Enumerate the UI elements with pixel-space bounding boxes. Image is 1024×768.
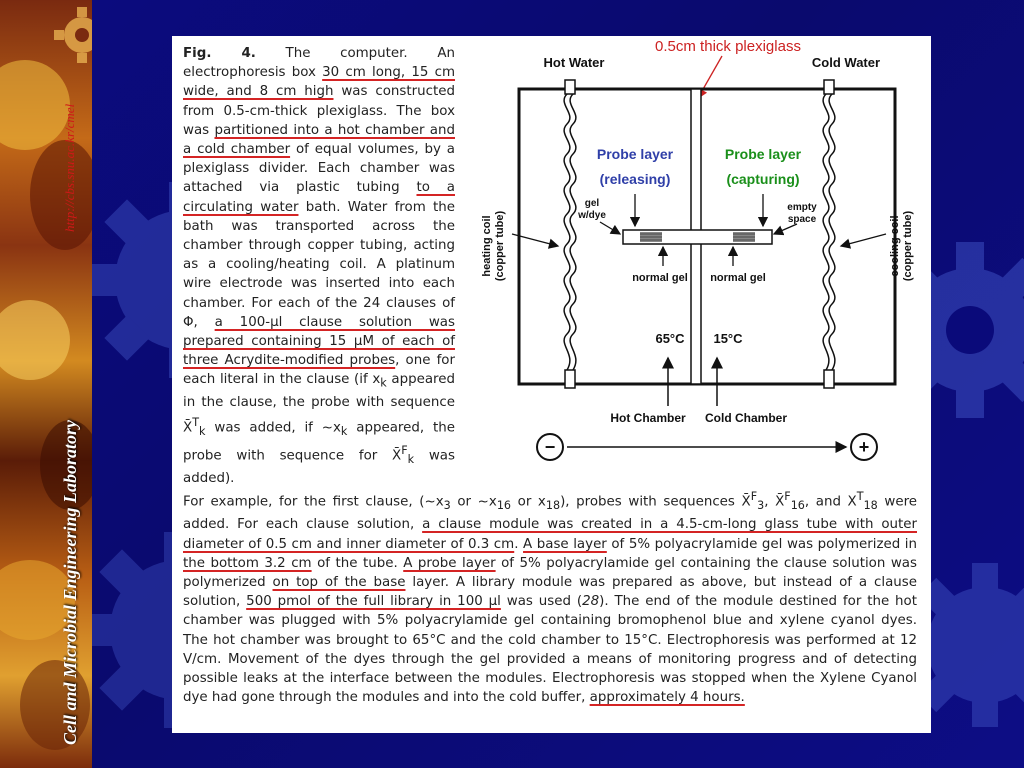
subscript: 3	[757, 499, 765, 513]
subscript: 3	[443, 499, 451, 513]
lab-url[interactable]: http://cbs.snu.ac.kr/cmel	[62, 103, 77, 232]
caption-full-width	[183, 487, 917, 707]
probe-layer-releasing-sublabel: (releasing)	[599, 171, 671, 187]
highlight-library: 500 pmol of the full library in 100 µl	[246, 594, 501, 610]
highlight-probe-layer: A probe layer	[403, 555, 496, 571]
caption-text: For example, for the first clause, (~x	[183, 494, 444, 510]
reference: 28	[582, 594, 600, 610]
cold-water-label: Cold Water	[811, 55, 881, 70]
caption-text: , one for each literal in the clause (if x	[183, 353, 455, 388]
cold-temperature: 15°C	[713, 331, 743, 346]
pointer-arrow	[600, 222, 620, 234]
pipe	[565, 370, 575, 388]
empty-space-label: empty	[787, 202, 817, 213]
subscript: 18	[863, 499, 878, 513]
caption-text: of equal volumes, by a plexiglass divider. Each chamber was attached via plastic tubing	[183, 142, 455, 196]
normal-gel-right-label: normal gel	[710, 272, 766, 284]
caption-text: , X̄	[764, 494, 785, 510]
caption-text: ), probes with sequences X̄	[560, 494, 751, 510]
cooling-coil	[823, 94, 829, 370]
caption-text: .	[514, 536, 524, 552]
pointer-arrow	[774, 224, 797, 234]
normal-gel-left-label: normal gel	[632, 272, 688, 284]
pointer-arrow	[841, 234, 886, 246]
subscript: 16	[790, 499, 805, 513]
highlight-clause-module: a clause module was created in a 4.5-cm-long glass tube with outer diameter of 0.5 cm and inner diameter of 0.3 cm	[183, 517, 917, 552]
caption-text: were added. For each clause solution,	[183, 494, 918, 533]
caption-text: ). The end of the module destined for the hot chamber was plugged with 5% polyacrylamide gel containing bromophenol blue and xylene cyanol dyes. The hot chamber was brought to 65°C and the cold chamber to 15°C. Electrophoresis was performed at 12 V/cm. Movement of the dyes through the gel provided a means of monitoring progress and of detecting possible leaks at the interface between the modules. Electrophoresis was stopped when the Xylene Cyanol dye had gone through the modules and into the cold buffer,	[183, 594, 917, 706]
highlight-duration: approximately 4 hours.	[589, 690, 745, 706]
hot-water-label: Hot Water	[543, 55, 605, 70]
cooling-coil	[829, 94, 835, 370]
figure-panel	[172, 36, 931, 733]
highlight-clause-solution: a 100-µl clause solution was prepared containing 15 µM of each of three Acrydite-modified probes	[183, 314, 455, 369]
caption-text: or x	[511, 494, 546, 510]
caption-text: appeared, the probe with sequence for X̄	[183, 420, 455, 464]
pipe	[824, 370, 834, 388]
heating-coil-sublabel: (copper tube)	[494, 210, 506, 282]
pipe	[565, 80, 575, 94]
caption-text: was constructed from 0.5-cm-thick plexiglass. The box was	[183, 84, 455, 138]
superscript: F	[784, 490, 791, 503]
highlight-circulating-water: to a circulating water	[183, 180, 455, 215]
plus-symbol: +	[858, 437, 870, 457]
heating-coil	[570, 94, 576, 370]
hot-temperature: 65°C	[655, 331, 685, 346]
subscript: k	[340, 424, 348, 438]
superscript: T	[856, 490, 864, 503]
plexiglass-annotation: 0.5cm thick plexiglass	[655, 38, 801, 55]
pipe	[824, 80, 834, 94]
probe-layer-releasing-label: Probe layer	[596, 146, 674, 162]
caption-text: of 5% polyacrylamide gel containing the clause solution was polymerized	[183, 555, 917, 590]
caption-text: appeared in the clause, the probe with sequence X̄	[183, 372, 455, 435]
highlight-base-layer: A base layer	[523, 536, 607, 552]
minus-symbol: −	[544, 437, 556, 457]
caption-text: was added).	[183, 448, 455, 487]
sidebar-gear-icon	[52, 5, 92, 65]
sidebar-strip	[0, 0, 92, 768]
cold-chamber-label: Cold Chamber	[704, 411, 788, 425]
heating-coil	[564, 94, 570, 370]
subscript: 16	[496, 499, 512, 513]
subscript: k	[380, 377, 387, 391]
caption-text: of the tube.	[311, 555, 404, 571]
highlight-box-dimensions: 30 cm long, 15 cm wide, and 8 cm high	[183, 65, 456, 100]
caption-text: bath. Water from the bath was transported across the chamber through copper tubing, acting as a cooling/heating coil. A platinum wire electrode was inserted into each chamber. For each of the 24 clauses of Φ,	[183, 199, 456, 330]
highlight-on-top: on top of the base	[272, 574, 406, 590]
empty-space-sublabel: space	[787, 214, 817, 225]
heating-coil-label: heating coil	[481, 215, 493, 277]
lab-title: Cell and Microbial Engineering Laboratory	[60, 419, 80, 745]
cooling-coil-label: cooling coil	[889, 215, 901, 277]
superscript: F	[750, 490, 758, 503]
highlight-partition: partitioned into a hot chamber and a cold chamber	[183, 122, 455, 158]
caption-text: was added, if ~x	[205, 420, 341, 435]
gel-dye-sublabel: w/dye	[578, 210, 606, 221]
probe-layer-capturing-sublabel: (capturing)	[726, 171, 800, 187]
caption-text: was used (	[500, 594, 583, 610]
figure-label: Fig. 4.	[183, 46, 256, 61]
superscript: F	[401, 443, 408, 457]
caption-text: , and X	[804, 494, 857, 510]
electrophoresis-diagram	[472, 36, 931, 476]
cooling-coil-sublabel: (copper tube)	[902, 210, 914, 282]
subscript: 18	[545, 499, 561, 513]
superscript: T	[192, 415, 200, 429]
gel-dye-label: gel	[584, 198, 600, 209]
caption-text: layer. A library module was prepared as above, but instead of a clause solution,	[183, 574, 917, 610]
subscript: k	[199, 424, 206, 438]
caption-text: The computer. An electrophoresis box	[183, 46, 455, 81]
highlight-bottom: the bottom 3.2 cm	[183, 555, 312, 571]
subscript: k	[407, 453, 415, 467]
caption-text: of 5% polyacrylamide gel was polymerized in	[606, 536, 917, 552]
probe-layer-capturing-label: Probe layer	[724, 146, 802, 162]
hot-chamber-label: Hot Chamber	[610, 411, 686, 425]
caption-column	[183, 44, 455, 488]
caption-text: or ~x	[450, 494, 497, 510]
